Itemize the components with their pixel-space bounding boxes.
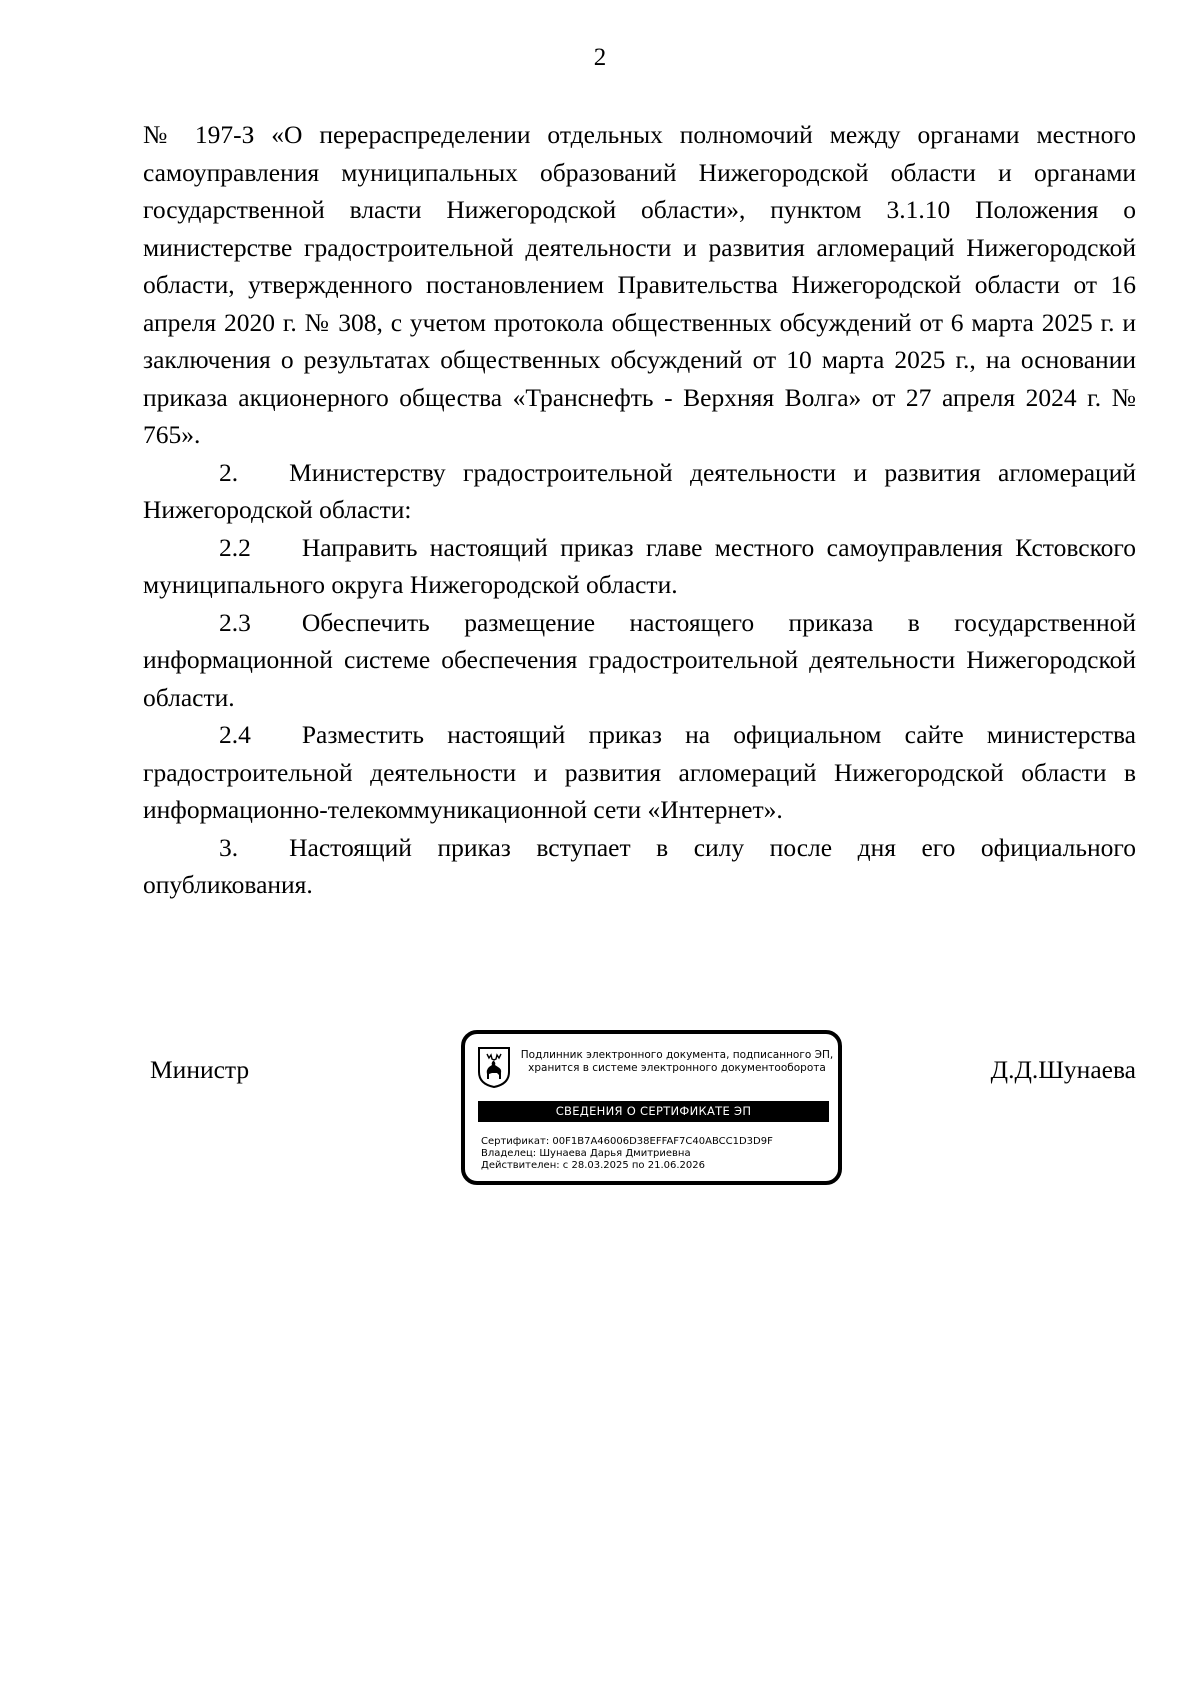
certificate-owner: Владелец: Шунаева Дарья Дмитриевна: [481, 1148, 691, 1159]
stamp-header: [517, 1049, 837, 1075]
paragraph-item-2-2: 2.2 Направить настоящий приказ главе местного самоуправления Кстовского муниципального округа Нижегородской области.: [143, 532, 1143, 599]
certificate-number: Сертификат: 00F1B7A46006D38EFFAF7C40ABCC1D3D9F: [481, 1136, 773, 1147]
signatory-name: Д.Д.Шунаева: [990, 1055, 1136, 1084]
document-body: [143, 116, 1143, 904]
nizhny-novgorod-deer-emblem-icon: [477, 1046, 511, 1088]
stamp-header-line: хранится в системе электронного документооборота: [528, 1062, 826, 1074]
paragraph-item-2-4: 2.4 Разместить настоящий приказ на официальном сайте министерства градостроительной деятельности и развития агломераций Нижегородской области в информационно-телекоммуникационной сети «Интернет».: [143, 720, 1143, 824]
stamp-banner: СВЕДЕНИЯ О СЕРТИФИКАТЕ ЭП: [478, 1101, 829, 1122]
stamp-header-line: Подлинник электронного документа, подписанного ЭП,: [520, 1049, 834, 1061]
page-number: 2: [593, 44, 607, 71]
stamp-details: [481, 1136, 773, 1172]
paragraph-item-3: 3. Настоящий приказ вступает в силу после дня его официального опубликования.: [143, 832, 1143, 899]
paragraph-item-2: 2. Министерству градостроительной деятельности и развития агломераций Нижегородской области:: [143, 457, 1143, 524]
certificate-validity: Действителен: с 28.03.2025 по 21.06.2026: [481, 1160, 705, 1171]
electronic-signature-stamp: [461, 1030, 842, 1185]
paragraph-item-2-3: 2.3 Обеспечить размещение настоящего приказа в государственной информационной системе обеспечения градостроительной деятельности Нижегородской области.: [143, 607, 1143, 712]
paragraph-continuation: № 197-З «О перераспределении отдельных полномочий между органами местного самоуправления муниципальных образований Нижегородской области и органами государственной власти Нижегородской области», пунктом 3.1.10 Положения о министерстве градостроительной деятельности и развития агломераций Нижегородской области, утвержденного постановлением Правительства Нижегородской области от 16 апреля 2020 г. № 308, с учетом протокола общественных обсуждений от 6 марта 2025 г. и заключения о результатах общественных обсуждений от 10 марта 2025 г., на основании приказа акционерного общества «Транснефть - Верхняя Волга» от 27 апреля 2024 г. № 765».: [143, 120, 1143, 449]
signatory-title: Министр: [150, 1055, 250, 1084]
